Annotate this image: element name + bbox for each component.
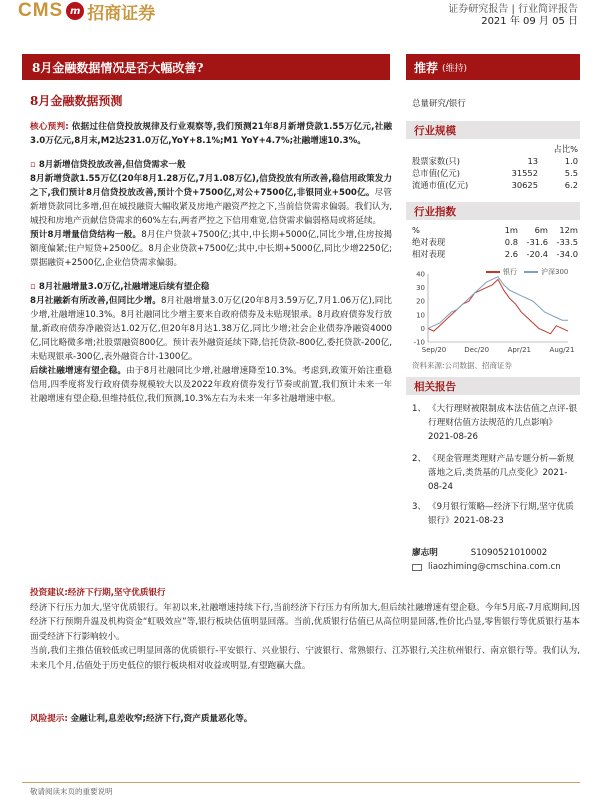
index-header: 行业指数 <box>406 202 580 220</box>
y-tick-label: 10 <box>416 311 425 320</box>
section1-heading: ▫ 8月新增信贷投放改善,但信贷需求一般 <box>30 158 392 172</box>
scale-table <box>412 143 578 191</box>
footer-divider <box>22 782 580 783</box>
rating: 推荐 <box>414 60 439 75</box>
author-id: S1090521010002 <box>470 548 548 558</box>
x-tick-label: Sep/20 <box>421 346 447 354</box>
index-row: 绝对表现 0.8 -31.6 -33.5 <box>412 237 578 247</box>
section-subtitle: 8月金融数据预测 <box>30 94 123 108</box>
s2-p2-bold: 后续社融增速有望企稳。 <box>30 366 127 376</box>
core-text: 依据过往信贷投放规律及行业观察等,我们预测21年8月新增贷款1.55万亿元,社融3.0万亿元,8月末,M2达231.0万亿,YoY+8.1%;M1 YoY+4.7%;社融增速10.3%。 <box>30 122 392 146</box>
company-logo <box>18 0 155 22</box>
risk-text: 金融让利,息差收窄;经济下行,资产质量恶化等。 <box>70 714 253 724</box>
rating-note: (维持) <box>442 63 468 74</box>
report-type: 证券研究报告 | 行业简评报告 <box>448 4 578 15</box>
x-tick-label: Apr/21 <box>507 346 532 354</box>
sidebar-category: 总量研究/银行 <box>412 99 466 109</box>
investment-section <box>30 586 580 674</box>
scale-unit: 占比% <box>553 144 578 154</box>
related-report-1[interactable]: 1、 《大行理财被限制成本法估值之点评-银行理财估值方法规范的几点影响》2021-08-26 <box>412 404 578 442</box>
scale-header: 行业规模 <box>406 121 580 139</box>
core-label: 核心预判: <box>30 122 69 132</box>
core-paragraph <box>30 120 392 148</box>
author-name: 廖志明 <box>412 548 438 558</box>
chart-source: 资料来源:公司数据、招商证券 <box>412 361 513 370</box>
index-table: % 1m 6m 12m 绝对表现 0.8 -31.6 -33.5 相对表现 2.6 -20.4 -34.0 <box>412 225 578 259</box>
footer-note: 敬请阅读末页的重要说明 <box>30 787 113 796</box>
y-tick-label: -10 <box>413 338 425 347</box>
series-line-hs300 <box>428 277 568 329</box>
s2-p1-bold: 8月社融新有所改善,但同比少增。 <box>30 296 161 306</box>
investment-heading: 投资建议:经济下行期,坚守优质银行 <box>30 588 166 598</box>
y-tick-label: 30 <box>416 284 425 293</box>
y-tick-label: 20 <box>416 297 425 306</box>
report-title: 8月金融数据情况是否大幅改善? <box>32 60 204 75</box>
s1-p1-bold: 8月新增贷款1.55万亿(20年8月1.28万亿,7月1.08万亿),信贷投放有所改善,稳信用政策发力之下,我们预计8月信贷投放改善,预计个贷+7500亿,对公+7500亿,非银同业+500亿。 <box>30 174 392 198</box>
risk-section <box>30 712 580 727</box>
section2-p2 <box>30 364 392 406</box>
legend-label-bank: 银行 <box>503 268 517 276</box>
scale-row: 总市值(亿元) 31552 5.5 <box>412 168 578 178</box>
index-row: 相对表现 2.6 -20.4 -34.0 <box>412 249 578 259</box>
risk-label: 风险提示: <box>30 714 68 724</box>
s2-p2-rest: 由于8月社融同比少增,社融增速降至10.3%。考虑到,政策开始注重稳信用,四季度将发行政府债券规模较大以及2022年政府债券发行节奏或前置,我们预计未来一年社融增速有望企稳,但维持低位,我们预测,10.3%左右为未来一年多社融增速中枢。 <box>30 366 392 404</box>
author-email-row[interactable] <box>412 562 561 572</box>
s2-p1-rest: 8月社融增量3.0万亿(20年8月3.59万亿,7月1.06万亿),同比少增,社融增速10.3%。8月社融同比少增主要来自政府债券及未贴现银承。8月政府债券发行放量,新政府债券净融资达1.02万亿,但20年8月达1.38万亿,同比少增;社会企业债券净融资4000亿,同比略微多增;社股票融资800亿。预计表外融资延续下降,信托贷款-800亿,委托贷款-200亿,未贴现银承-300亿,表外融资合计-1300亿。 <box>30 296 392 362</box>
series-line-bank <box>428 279 568 333</box>
x-tick-label: Aug/21 <box>549 346 575 354</box>
s1-p2-bold: 预计8月增量信贷结构一般。 <box>30 230 142 240</box>
main-column <box>30 120 392 406</box>
author-email[interactable]: liaozhiming@cmschina.com.cn <box>428 562 561 572</box>
legend-label-hs300: 沪深300 <box>541 268 569 276</box>
author-info <box>412 546 547 558</box>
report-date: 2021 年 09 月 05 日 <box>481 16 578 27</box>
section2-heading: ▫ 8月社融增量3.0万亿,社融增速后续有望企稳 <box>30 280 392 294</box>
investment-p2: 当前,我们主推估值较低或已明显回落的优质银行-平安银行、兴业银行、宁波银行、常熟银行、江苏银行,关注杭州银行、南京银行等。我们认为,未来几个月,估值处于历史低位的银行板块相对收益或明显,有望跑赢大盘。 <box>30 646 580 671</box>
title-banner <box>22 54 390 80</box>
related-header: 相关报告 <box>406 377 580 395</box>
y-tick-label: 40 <box>416 270 425 279</box>
logo-cn: 招商证券 <box>87 3 156 24</box>
scale-row: 股票家数(只) 13 1.0 <box>412 156 578 166</box>
section2-p1 <box>30 294 392 364</box>
mail-icon <box>412 564 422 571</box>
scale-row: 流通市值(亿元) 30625 6.2 <box>412 180 578 190</box>
related-report-3[interactable]: 3、 《9月银行策略—经济下行期,坚守优质银行》2021-08-23 <box>412 502 574 526</box>
y-tick-label: 0 <box>420 324 425 333</box>
logo-cms: CMS <box>18 0 64 21</box>
logo-badge: m <box>66 2 84 20</box>
s1-p1-rest: 尽管新增贷款同比多增,但在城投融资大幅收紧及房地产融资严控之下,当前信贷需求偏弱。我们认为,城投和房地产贡献信贷需求的60%左右,两者严控之下信用难宽,信贷需求偏弱格局或将延续。 <box>30 188 392 226</box>
section1-p1 <box>30 172 392 228</box>
section1-p2 <box>30 228 392 270</box>
x-tick-label: Dec/20 <box>464 346 490 354</box>
rating-banner <box>406 54 580 80</box>
s1-p2-rest: 8月住户贷款+7500亿;其中,中长期+5000亿,同比少增,住房按揭额度偏紧;住户短贷+2500亿。8月企业贷款+7500亿;其中,中长期+5000亿,同比少增2250亿;票据融资+2500亿,企业信贷需求偏弱。 <box>30 230 393 268</box>
related-report-2[interactable]: 2、 《现金管理类理财产品专题分析—新规落地之后,类货基的几点变化》2021-08-24 <box>412 454 575 492</box>
investment-p1: 经济下行压力加大,坚守优质银行。年初以来,社融增速持续下行,当前经济下行压力有所加大,但后续社融增速有望企稳。今年5月底-7月底期间,因经济下行预期升温及机构资金“虹吸效应”等,银行板块估值明显回落。当前,优质银行估值已从高位明显回落,性价比凸显,零售银行等优质银行基本面受经济下行影响较小。 <box>30 602 580 642</box>
index-chart <box>406 266 580 358</box>
